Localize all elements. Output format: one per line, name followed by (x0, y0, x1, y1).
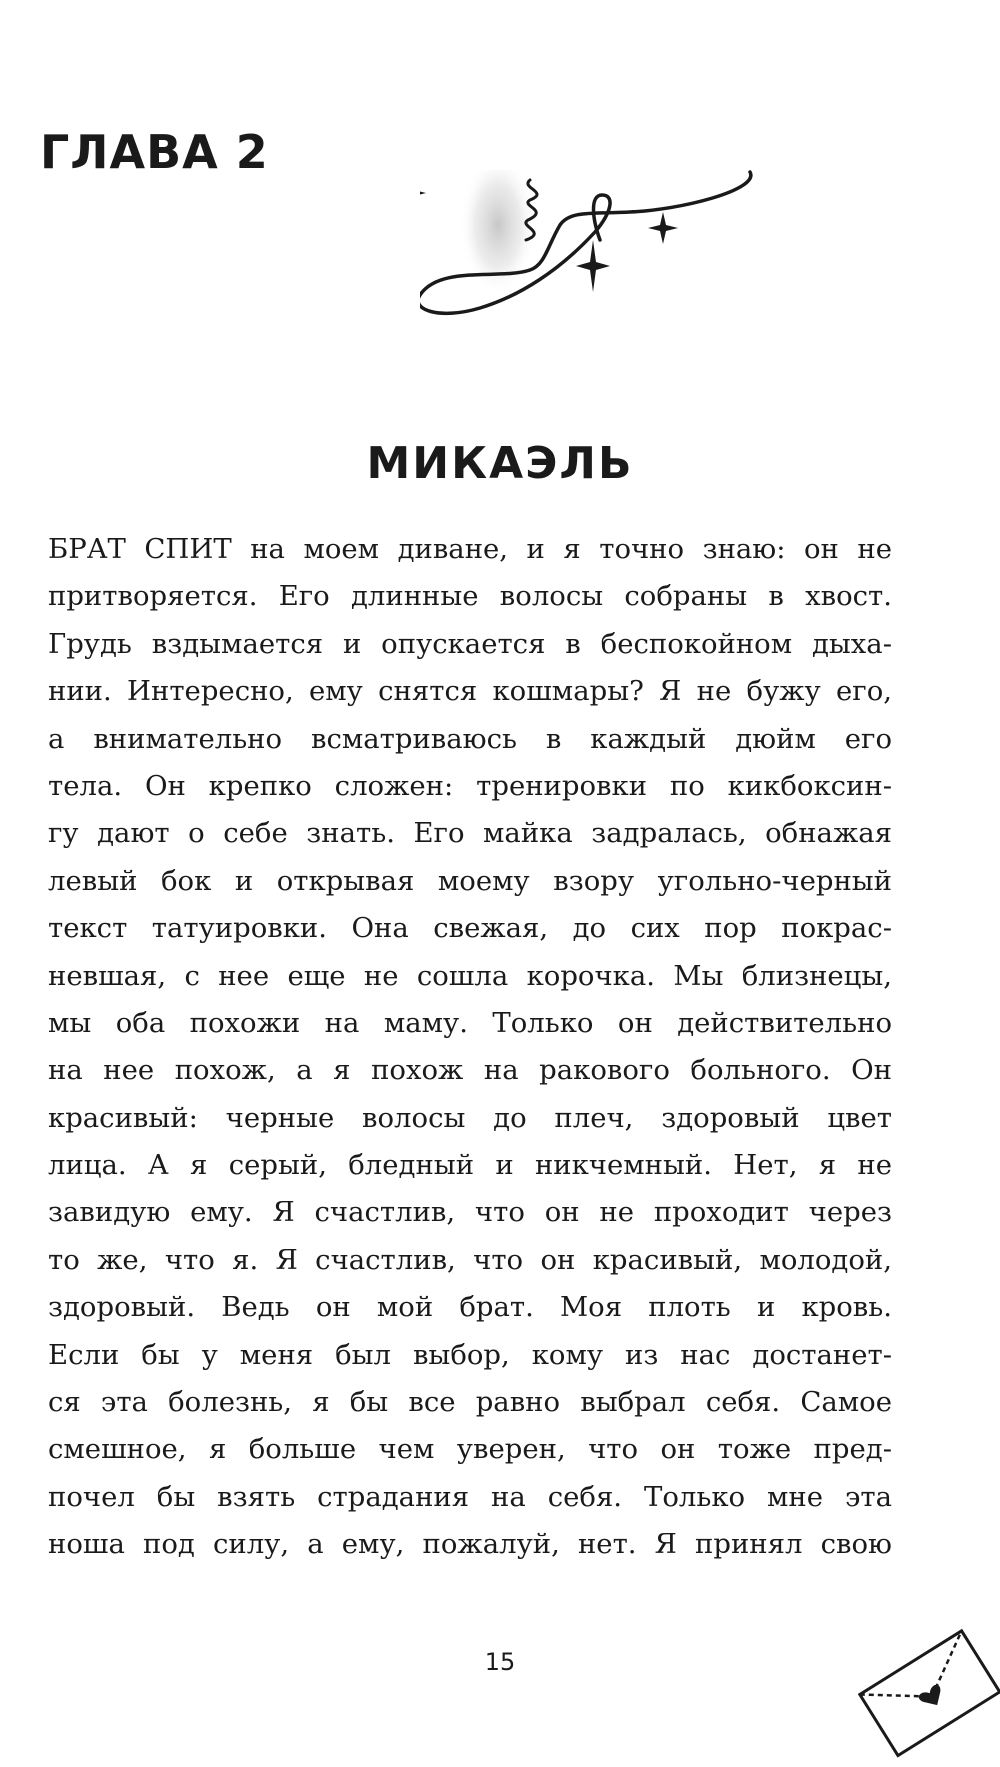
envelope-heart-icon (850, 1600, 1000, 1767)
text-line: невшая, с нее еще не сошла корочка. Мы близнецы, (48, 959, 892, 992)
chapter-title: ГЛАВА 2 (40, 125, 269, 179)
sparkle-star-left (420, 175, 426, 211)
text-line: Если бы у меня был выбор, кому из нас достанет- (48, 1338, 892, 1371)
text-line: тела. Он крепко сложен: тренировки по кикбоксин- (48, 769, 892, 802)
text-line: мы оба похожи на маму. Только он действительно (48, 1006, 892, 1039)
text-line: лица. А я серый, бледный и никчемный. Нет, я не (48, 1149, 892, 1182)
text-line: Грудь вздымается и опускается в беспокойном дыха- (48, 627, 892, 660)
text-line: красивый: черные волосы до плеч, здоровый цвет (48, 1101, 892, 1134)
text-line: то же, что я. Я счастлив, что он красивый, молодой, (48, 1243, 892, 1276)
character-name-heading: МИКАЭЛЬ (366, 438, 634, 489)
body-text (48, 526, 892, 1569)
text-line: завидую ему. Я счастлив, что он не проходит через (48, 1196, 892, 1229)
text-line: почел бы взять страдания на себя. Только мне эта (48, 1480, 892, 1513)
sparkle-star-right (648, 212, 678, 244)
text-line: нии. Интересно, ему снятся кошмары? Я не бужу его, (48, 675, 892, 708)
text-line: а внимательно всматриваюсь в каждый дюйм его (48, 722, 892, 755)
decorative-flourish-icon (420, 170, 880, 370)
text-line: БРАТ СПИТ на моем диване, и я точно знаю: он не (48, 533, 892, 565)
text-line: левый бок и открывая моему взору угольно-черный (48, 864, 892, 897)
text-line: на нее похож, а я похож на ракового больного. Он (48, 1054, 892, 1087)
text-line: притворяется. Его длинные волосы собраны в хвост. (48, 580, 892, 613)
text-line: текст татуировки. Она свежая, до сих пор покрас- (48, 912, 892, 945)
page-number: 15 (484, 1648, 516, 1676)
text-line: ноша под силу, а ему, пожалуй, нет. Я принял свою (48, 1528, 892, 1561)
text-line: ся эта болезнь, я бы все равно выбрал себя. Самое (48, 1386, 892, 1419)
text-line: здоровый. Ведь он мой брат. Моя плоть и кровь. (48, 1291, 892, 1324)
text-line: гу дают о себе знать. Его майка задралась, обнажая (48, 817, 892, 850)
text-line: смешное, я больше чем уверен, что он тоже пред- (48, 1433, 892, 1466)
